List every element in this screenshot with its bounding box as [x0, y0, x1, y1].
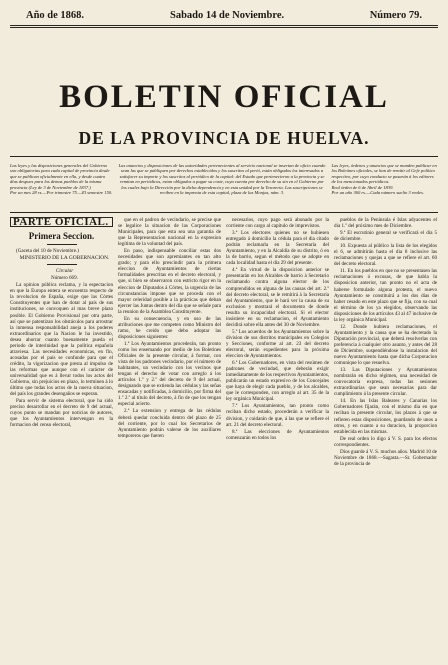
article: 8.ª Las elecciones de Ayuntamientos comenzarán en todos los: [226, 428, 329, 441]
article: 3.ª Los electores quienes no se hubiesen entregado á domicilio la cédula para el dia citado podrán reclamarla en la Secretaría del Ayuntamiento, y en la Alcaldía de su distrito, ó en la de barrio, segun el método que se adopte en cada localidad hasta el dia 29 del presente.: [226, 230, 329, 267]
newspaper-page: [10, 8, 438, 632]
info-left-text: Las leyes y las disposiciones generales del Gobierno son obligatorias para cada capital de provincia desde que se publican oficialmente en ella, y desde cuatro días despues para los demas pueblos de la misma provincia (Ley de 3 de Noviembre de 1837.): [10, 163, 110, 190]
paragraph: La opinion pública reclama, y la espectacion en que la Europa entera se encuentra respecto de la revolucion de España, exige que las Córtes Constituyentes que han de dotar al país de sus instituciones, se convoquen al mas breve plazo posible. El Gobierno Provisional por otra parte, así que se patentizan los obstáculos para arrostrar la inmensa responsabilidad aneja a los poderes extraordinarios que la Nacion le ha investido, desea ahorrar cuanto buenamente pueda el periodo de interinidad que la política española atraviesa. Las necesidades economicas, en fin, acosadas por el país se confunde para que el crédito, la vigorizacion que presta al impulso de las reformas que aunque con el carácter de universalidad que es á llevar todos los actos del Gobierno, sin prejuicios en plazo, lo terminen á lo último que todas los actos de la nueva situacion, del país los grandes desengaños se esperan.: [10, 282, 113, 398]
article: 1.ª Los Ayuntamientos procederán, tan pronto como los ensemando por medio de los Boletines Oficiales de la presente circular, á formar, con vista de los padrones vecindario, por el número de habitantes, un vecindario con los vecinos que tengan el derecho de votar con arreglo á los artículos 1.º y 2.º del decreto de 9 del actual, designando que se extienda las cédulas y las señas ensacadas y notificadas, á domicilio, por firma del 1.º 2.º al título del decreto, á fin de que los tengan especial acierto.: [118, 340, 221, 408]
article: 13. Las Diputaciones y Ayuntamientos nombrarán en dicho régimen, una necesidad de convocatoria expresa, todas las sesiones extraordinarias que sean necesarias para dar cumplimiento á la presente circular.: [334, 367, 437, 398]
header-number: Número 79.: [369, 10, 422, 21]
info-left-price: Por un mes 28 rs.—Por trimestre 75.—El semestre 150.: [10, 190, 113, 196]
article: 10. Expuesta al público la lista de los elegidos el 6, se admitirán hasta el dia 8 inclusive las reclamaciones y quejas a que se refiere el art. 60 del decreto electoral.: [334, 243, 437, 268]
separator: [47, 264, 77, 265]
masthead-title: BOLETIN OFICIAL: [59, 79, 389, 115]
article: 11. En los pueblos en que no se presentasen las reclamaciones ó excusas, de que habla la disposicion anterior, tan pronto no el acta de haberse formulado alguna protesta, el nuevo Ayuntamiento se constituirá a los dos dias de haber cesado en este plazo que se fija, con su cual el término de los ya elegidos, observando las disposiciones de los artículos 43 al 47 inclusive de la ley orgánica Municipal.: [334, 268, 437, 323]
column-3: [226, 217, 329, 665]
ministry-heading: MINISTERIO DE LA GOBERNACION.: [19, 255, 110, 262]
header-year: Año de 1868.: [26, 10, 85, 21]
paragraph: Para servir de sistema electoral, que ha sido preciso desarrollar en el decreto de 9 del actual, cuyos punto se mandan por noticias de autores, que los Ayuntamientos intervengan en la formacion del censo electoral,: [10, 398, 113, 429]
info-right-price: Por un año 360 rs.—Cada número suelto 3 reales.: [331, 190, 425, 196]
circular-number: Número 669.: [51, 275, 78, 282]
column-1: [10, 217, 113, 665]
info-strip: [10, 161, 438, 213]
info-right-text: Las leyes, órdenes y anuncios que se manden publicar en los Boletines oficiales, se han de remitir al Gefe político respectivo, por cuyo conducto se pasarán á los editores de los mencionados periódicos.: [331, 163, 437, 185]
article: 4.ª En virtud de la disposicion anterior se presentarán en los Alcaldes de barrio á Secretario reclamando contra alguna elector de los comprendidos en alguna de las causas del art. 2.º del decreto electoral, se le remitirá á la Secretaría del Ayuntamiento, que le hará ver la causa de su exclusion y mostrará el documento de donde resulta su incapacidad electoral. Si el elector insistiere en su reclamacion, el Ayuntamiento decidirá sobre ella antes del 30 de Noviembre.: [226, 267, 329, 328]
info-left-column: [10, 163, 113, 209]
gazette-reference: (Gaceta del 10 de Noviembre.): [16, 248, 79, 255]
info-middle-column: Las anuncios y disposiciones de las autoridades pertenecientes al servicio nacional se insertan de oficio cuando sean las que se publiquen por derechos establecidos y los suscritos al perió, están obligados los interesados a satisfacer su importe y los suscritos al periódico de la capital: del Estado que pertenecieron a la provincia y se remitan en periódicos, estan obligados a pagar su coste, cuya cuenta por derecho de su sin en el Gobierno por los cuales bajo la Dirección por la dicha dependencia y en esta unidad por la Tesoreria. Las suscripciones se reciben en la imprenta de esta capital, plaza de las Monjas, núm. 3.: [118, 163, 326, 196]
article: 14. En las Islas Baleares y Canarias los Gobernadores fijarán, con el mismo dia en que reciban la presente circular, los plazos á que se refieren estas disposiciones, guardando de unos a otros, y en cuanto a su duracion, la proporcion establecida en las mismas.: [334, 398, 437, 435]
body-columns: [10, 217, 438, 665]
info-right-column: [332, 163, 438, 209]
header-line: [10, 8, 438, 24]
column-4: [334, 217, 437, 665]
closing-signature: Dios guarde á V. S. muchos años. Madrid 10 de Noviembre de 1868.—Sagasta.—Sr. Gobernador de la provincia de: [334, 448, 437, 467]
masthead-subtitle: DE LA PROVINCIA DE HUELVA.: [78, 128, 370, 148]
paragraph: En su consecuencia, y en uso de las atribuciones que me competen como Ministro del ramo, he creido que debo adoptar las disposiciones siguientes:: [118, 315, 221, 340]
column-2: [118, 217, 221, 665]
header-rule: [10, 25, 438, 28]
header-date: Sabado 14 de Noviembre.: [170, 10, 285, 21]
article: 2.ª La extension y entrega de las cédulas deberá quedar concluida dentro del plazo de 25 del corriente, por lo cual los Secretarios de Ayuntamiento podrán valerse de los auxiliares temporeros que fueren: [118, 408, 221, 439]
info-right-ref: Real órden de 6 de Abril de 1839.: [331, 184, 394, 190]
paragraph: pueblos de la Península é Islas adyacentes el dia 1.º del próximo mes de Diciembre.: [334, 217, 437, 230]
separator: [47, 244, 77, 245]
article: 12. Donde hubiera reclamaciones, el Ayuntamiento y la causa que se ha decretado la Diputación provincial, que deberá resolverlas con preferencia á cualquier otro asunto, y antes del 28 de Diciembre, suspendiéndose la instalacion del nuevo Ayuntamiento hasta que dicha Corporacion comunique lo que resuelva.: [334, 323, 437, 367]
paragraph: que en el padron de vecindario, se precise que se legalice la situacion de las Corporaciones Municipales, para que esta sea una garantía de que la Representacion nacional en la expresion legítima de la voluntad del país.: [118, 217, 221, 248]
masthead-rule: [10, 156, 438, 157]
paragraph: De real orden lo digo á V. S. para los efectos correspondientes.: [334, 435, 437, 448]
paragraph: necesarios, cuyo pago será abonado por la corriente con cargo al capítulo de imprevistos.: [226, 217, 329, 230]
subsection-heading: Primera Seccion.: [28, 231, 95, 242]
article: 9.ª El escrutinio general se verificará el dia 5 de diciembre.: [334, 230, 437, 243]
article: 7.ª Los Ayuntamientos, tan pronto como reciban dicho estado, procederán a verificar la division, y cuidarán de que, á las que se refiere el art. 21 del decreto electoral.: [226, 403, 329, 428]
circular-label: Circular: [55, 268, 74, 275]
paragraph: En paso, indispensable conciliar estas dos necesidades que son apremiantes en tan alto grado; y para ello prescindir para la primera eleccion de Ayuntamientos de ciertas formalidades prescritas en el decreto electoral, y que, si bien se observaron con estricto rigor en la eleccion de Diputados á Córtes, la urgencia de las circunstancias impone que se proceda con el mayor celeridad posible a la prácticas que deban ejercer las Juntas dentro del día que se señale para la reunion de la Asamblea Constituyente.: [118, 248, 221, 315]
article: 5.ª Los acuerdos de los Ayuntamientos sobre la division de sus distritos municipales en Colegios y Secciones, conforme al art. 23 del decreto electoral, serán expedientes para la próxima eleccion de Ayuntamientos.: [226, 328, 329, 360]
section-heading: PARTE OFICIAL.: [10, 217, 113, 227]
article: 6.ª Los Gobernadores, en vista del resúmen de padrones de vecindad, que deberán exigir inmediatamente de los respectivos Ayuntamientos, publicarán un estado expresivo de los Concejales que haya de elegir cada pueblo, y de los alcaldes, que le corresponden, con arreglo al art. 35 de la ley orgánica Municipal.: [226, 360, 329, 403]
